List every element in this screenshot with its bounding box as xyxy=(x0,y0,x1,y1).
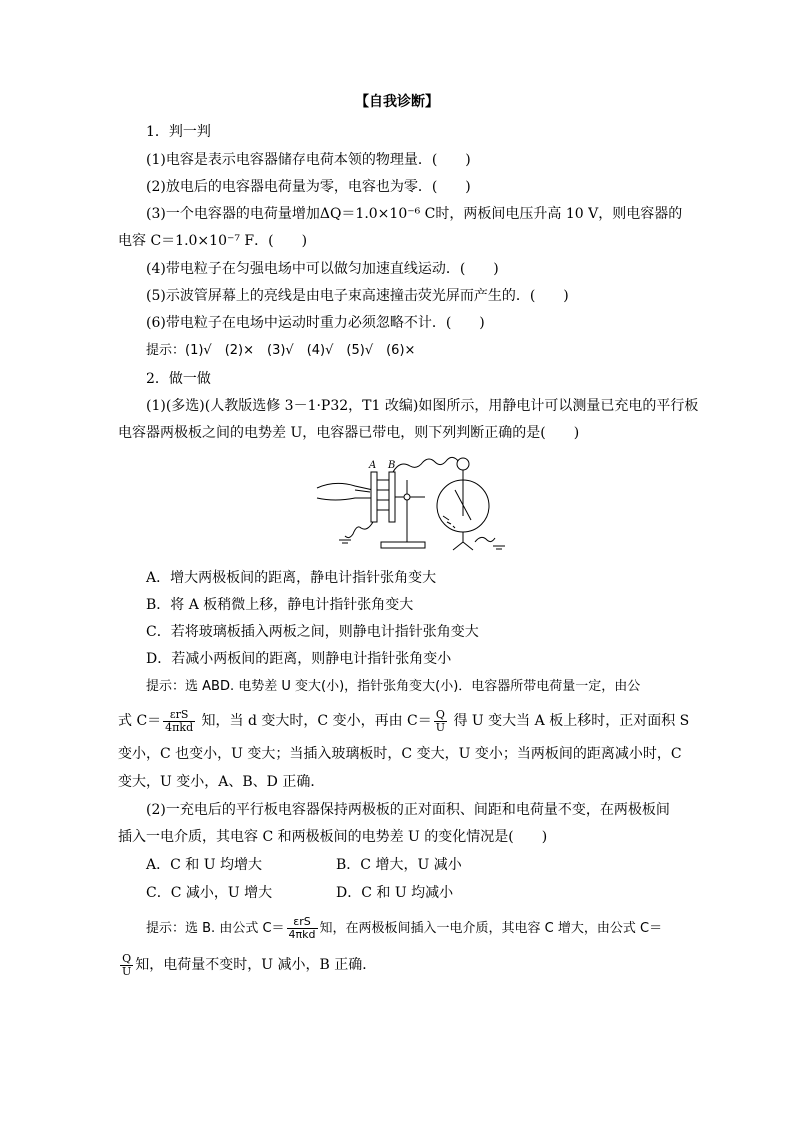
q1-option-c: C．若将玻璃板插入两板之间，则静电计指针张角变大 xyxy=(146,624,479,640)
judge-item-3: (3)一个电容器的电荷量增加ΔQ＝1.0×10⁻⁶ C时，两板间电压升高 10 V，则电容器的 xyxy=(146,206,683,222)
frac-den: U xyxy=(122,964,132,978)
q2-stem-1: (2)一充电后的平行板电容器保持两极板的正对面积、间距和电荷量不变，在两极板间 xyxy=(146,802,670,818)
formula-q-over-u xyxy=(434,709,447,734)
section-title: 【自我诊断】 xyxy=(355,94,439,110)
q2-hint-2 xyxy=(118,952,678,978)
q2-option-d: D．C 和 U 均减小 xyxy=(336,885,454,901)
formula-capacitance xyxy=(163,709,195,734)
judge-item-2: (2)放电后的电容器电荷量为零，电容也为零．( ) xyxy=(146,179,471,195)
plate-label-a: A xyxy=(369,460,377,471)
q1-hint-2a: 式 C＝ xyxy=(118,713,162,729)
judge-item-4: (4)带电粒子在匀强电场中可以做匀加速直线运动．( ) xyxy=(146,261,499,277)
frac-num: Q xyxy=(434,709,447,722)
q2-hint-1 xyxy=(146,916,706,942)
frac-num: εrS xyxy=(287,916,318,929)
formula-capacitance-2 xyxy=(287,916,318,941)
q1-option-a: A．增大两极板间的距离，静电计指针张角变大 xyxy=(146,570,437,586)
judge-item-6: (6)带电粒子在电场中运动时重力必须忽略不计．( ) xyxy=(146,315,485,331)
capacitor-electrometer-figure xyxy=(315,450,515,560)
frac-den: 4πkd xyxy=(165,720,194,734)
q1-stem-1: (1)(多选)(人教版选修 3－1·P32，T1 改编)如图所示，用静电计可以测量已充电的平行板 xyxy=(146,398,699,414)
judge-item-1: (1)电容是表示电容器储存电荷本领的物理量．( ) xyxy=(146,152,471,168)
q2-option-a: A．C 和 U 均增大 xyxy=(146,857,262,873)
q1-hint-2b: 知，当 d 变大时，C 变小，再由 C＝ xyxy=(197,713,432,729)
q2-hint-c: 知，电荷量不变时，U 减小，B 正确． xyxy=(135,957,377,973)
formula-q-over-u-2 xyxy=(120,953,133,978)
judge-item-3-cont: 电容 C＝1.0×10⁻⁷ F．( ) xyxy=(118,233,308,249)
q2-stem-2: 插入一电介质，其电容 C 和两极板间的电势差 U 的变化情况是( ) xyxy=(118,829,548,845)
q2-hint-a: 提示：选 B. 由公式 C＝ xyxy=(146,921,285,936)
heading-do: 2．做一做 xyxy=(146,371,211,387)
q1-hint-2c: 得 U 变大当 A 板上移时，正对面积 S xyxy=(449,713,690,729)
q1-hint-2 xyxy=(118,707,690,734)
frac-den: U xyxy=(435,720,446,734)
q1-hint-3: 变小，C 也变小，U 变大；当插入玻璃板时，C 变大，U 变小；当两板间的距离减小时，C xyxy=(118,746,682,762)
frac-num: εrS xyxy=(163,709,195,722)
q2-option-b: B．C 增大，U 减小 xyxy=(336,857,462,873)
plate-label-b: B xyxy=(388,460,396,471)
frac-den: 4πkd xyxy=(288,928,316,941)
q2-hint-b: 知，在两极板间插入一电介质，其电容 C 增大，由公式 C＝ xyxy=(319,921,663,936)
judge-item-5: (5)示波管屏幕上的亮线是由电子束高速撞击荧光屏而产生的．( ) xyxy=(146,288,569,304)
heading-judge: 1．判一判 xyxy=(146,124,211,140)
frac-num: Q xyxy=(120,953,133,966)
q1-hint-4: 变大，U 变小，A、B、D 正确． xyxy=(118,774,325,790)
q1-hint-1: 提示：选 ABD. 电势差 U 变大(小)，指针张角变大(小)．电容器所带电荷量一定，由公 xyxy=(146,679,641,694)
q1-stem-2: 电容器两极板之间的电势差 U，电容器已带电，则下列判断正确的是( ) xyxy=(118,425,580,441)
judge-hint: 提示：(1)√ (2)× (3)√ (4)√ (5)√ (6)× xyxy=(146,343,416,358)
q1-option-d: D．若减小两板间的距离，则静电计指针张角变小 xyxy=(146,651,452,667)
q2-option-c: C．C 减小，U 增大 xyxy=(146,885,273,901)
q1-option-b: B．将 A 板稍微上移，静电计指针张角变大 xyxy=(146,597,414,613)
